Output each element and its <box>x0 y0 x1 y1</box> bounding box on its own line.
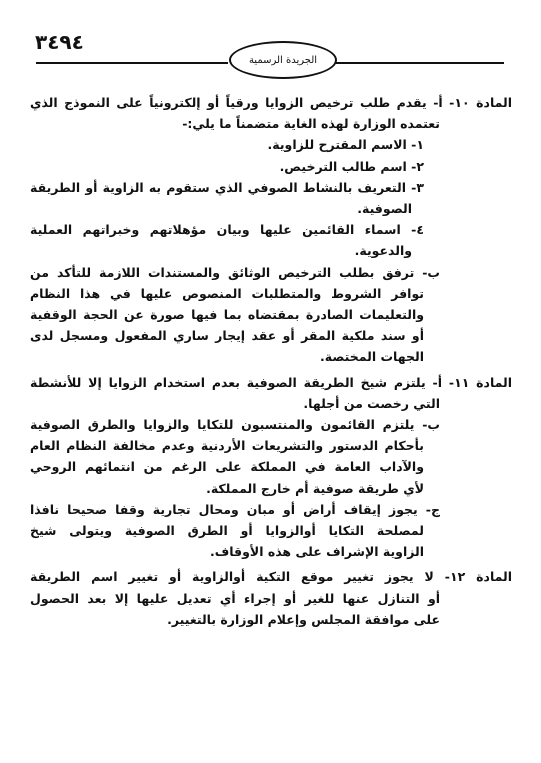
text-line: والتعليمات الصادرة بمقتضاه بما فيها صورة عن الحجة الوقفية <box>30 307 424 323</box>
text-line: الجهات المختصة. <box>320 349 424 365</box>
text-line: لمصلحة التكايا أوالزوايا أو الطرق الصوفية ويتولى شيخ <box>30 523 424 539</box>
text-line: ٣- التعريف بالنشاط الصوفي الذي ستقوم به الزاوية أو الطريقة <box>30 179 424 195</box>
text-line: والدعوية. <box>354 243 412 259</box>
text-line: أو التنازل عنها للغير أو إجراء أي تعديل عليها إلا بعد الحصول <box>30 590 440 606</box>
text-line: المادة ١٢- لا يجوز تغيير موقع التكية أوالزاوية أو تغيير اسم الطريقة <box>30 569 512 585</box>
text-line: ١- الاسم المقترح للزاوية. <box>267 137 424 153</box>
gazette-title-oval <box>229 41 337 79</box>
text-line: على موافقة المجلس وإعلام الوزارة بالتغيير. <box>167 611 440 627</box>
text-line: بأحكام الدستور والتشريعات الأردنية وعدم مخالفة النظام العام <box>30 438 424 454</box>
text-line: تعتمده الوزارة لهذه الغاية متضمناً ما يلي:- <box>182 116 440 132</box>
text-line: توافر الشروط والمتطلبات المنصوص عليها في هذا النظام <box>30 285 424 301</box>
text-line: الزاوية الإشراف على هذه الأوقاف. <box>209 544 424 560</box>
text-line: المادة ١٠- أ- يقدم طلب ترخيص الزوايا ورقياً أو إلكترونياً على النموذج الذي <box>30 95 512 110</box>
text-line: أو سند ملكية المقر أو عقد إيجار ساري المفعول ومسجل لدى <box>30 328 424 344</box>
page-number: ٣٤٩٤ <box>35 30 84 54</box>
text-line: ٤- اسماء القائمين عليها وبيان مؤهلاتهم وخبراتهم العملية <box>30 222 424 238</box>
gazette-title: الجريدة الرسمية <box>248 54 318 66</box>
document-body <box>30 92 512 630</box>
text-line: ٢- اسم طالب الترخيص. <box>279 158 424 174</box>
text-line: الصوفية. <box>357 201 412 217</box>
text-line: المادة ١١- أ- يلتزم شيخ الطريقة الصوفية بعدم استخدام الزوايا إلا للأنشطة <box>30 374 512 390</box>
page-header <box>0 0 541 90</box>
text-line: ج- يجوز إيقاف أراض أو مبان ومحال تجارية وقفا صحيحا نافذا <box>30 501 440 517</box>
text-line: والآداب العامة في المملكة على الرغم من انتمائهم الروحي <box>30 459 424 475</box>
text-line: لأي طريقة صوفية أم خارج المملكة. <box>206 480 424 496</box>
text-line: ب- ترفق بطلب الترخيص الوثائق والمستندات اللازمة للتأكد من <box>30 264 440 280</box>
text-line: ب- يلتزم القائمون والمنتسبون للتكايا والزوايا والطرق الصوفية <box>30 417 440 433</box>
text-line: التي رخصت من أجلها. <box>303 395 440 411</box>
